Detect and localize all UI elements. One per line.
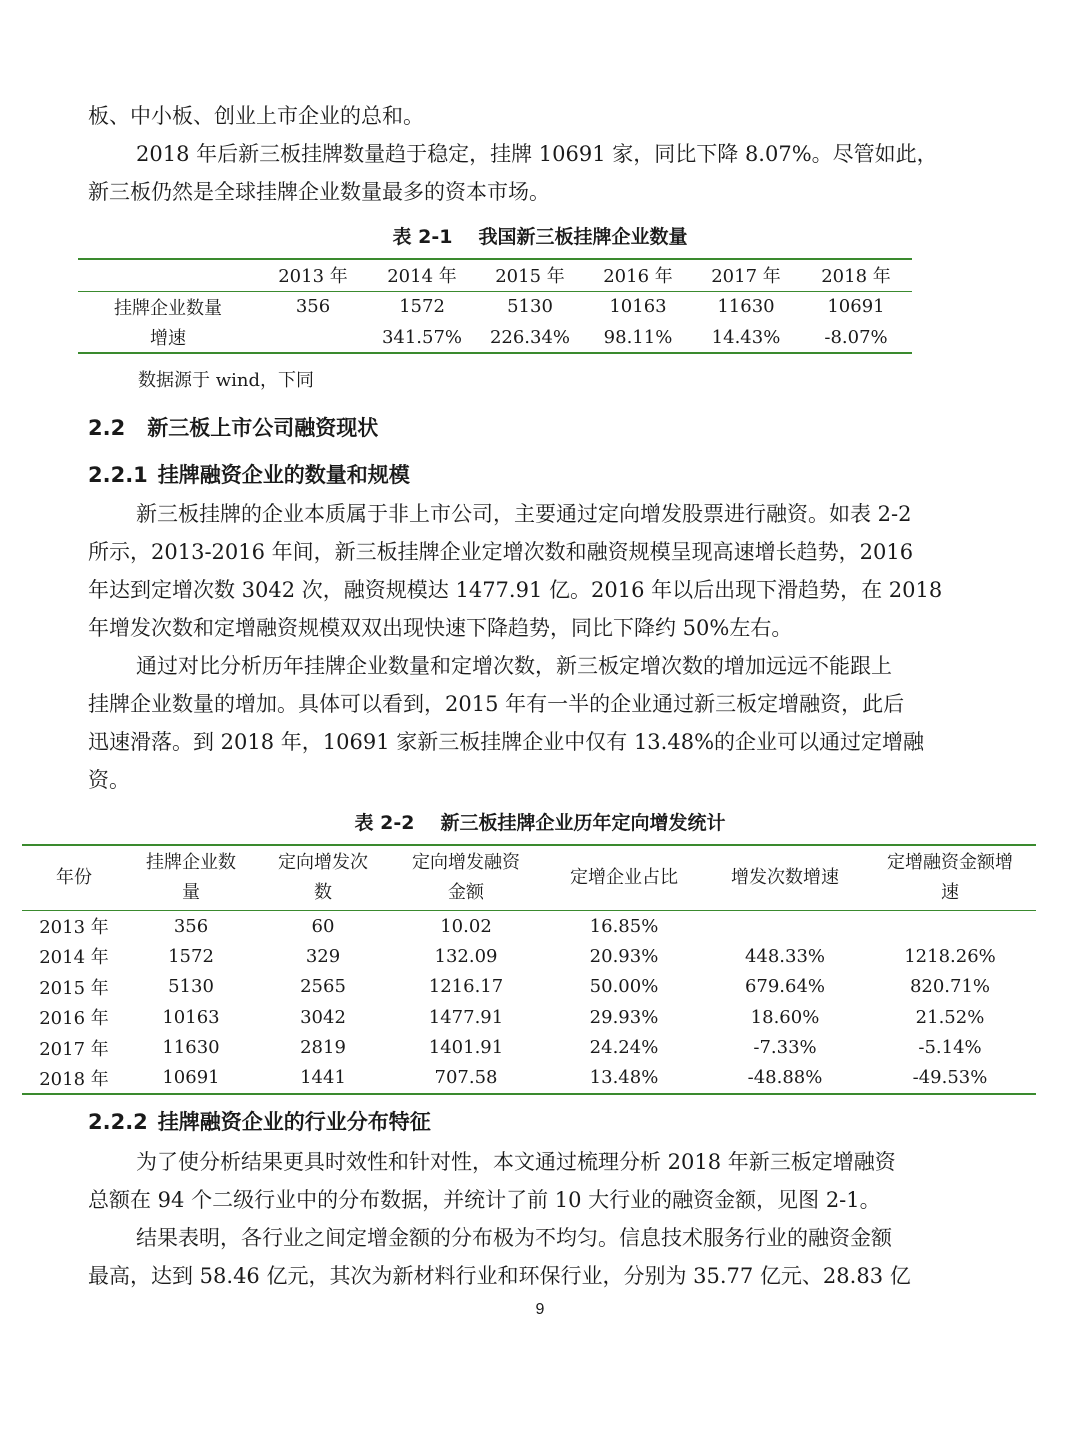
table-cell: 10163 [609,296,667,318]
table1-header-cell: 2014 年 [368,259,476,291]
header-text: 定增融资金额增 [887,852,1013,873]
table1-caption-number: 表 2-1 [392,226,453,248]
table-row [22,911,1036,942]
table2-header-row [22,845,1036,911]
table-cell: 448.33% [744,945,826,967]
table-cell: 2565 [300,976,346,998]
table-cell: 增速 [150,328,186,349]
text-line: 年达到定增次数 3042 次，融资规模达 1477.91 亿。2016 年以后出现下滑趋势，在 2018 [88,578,943,602]
text-line: 通过对比分析历年挂牌企业数量和定增次数，新三板定增次数的增加远远不能跟上 [136,654,892,678]
header-text: 定向增发次 [278,852,368,873]
table2-header-cell [126,845,256,911]
table-cell: 2013 年 [39,917,109,938]
paragraph-industry-intro [88,1143,983,1219]
text-line: 挂牌企业数量的增加。具体可以看到，2015 年有一半的企业通过新三板定增融资，此后 [88,692,905,716]
table-cell: 11630 [162,1037,220,1059]
table1-header-row [78,259,912,291]
paragraph-industry-results [88,1219,983,1295]
text-line: 年增发次数和定增融资规模双双出现快速下降趋势，同比下降约 50%左右。 [88,616,793,640]
table-cell: 1441 [300,1067,346,1089]
table1-header-cell [78,259,258,291]
table-cell: -8.07% [824,326,888,348]
table-row [78,291,912,322]
section-heading-2-2 [88,412,378,442]
table2-header-cell [542,845,706,911]
section-number: 2.2 [88,416,126,440]
text-line: 结果表明，各行业之间定增金额的分布极为不均匀。信息技术服务行业的融资金额 [136,1226,892,1250]
table1-source-note: 数据源于 wind，下同 [138,370,315,391]
table1-header-cell: 2018 年 [800,259,912,291]
table-cell: 2819 [300,1037,346,1059]
paragraph-financing-scale [88,495,983,647]
table-cell: 11630 [717,296,775,318]
text-line: 2018 年后新三板挂牌数量趋于稳定，挂牌 10691 家，同比下降 8.07%。尽管如此， [136,142,938,166]
table-cell: 2015 年 [39,977,109,999]
table-cell: 20.93% [589,945,659,967]
table-cell: 679.64% [744,976,826,998]
table2-header-cell [864,845,1036,911]
table-cell [864,911,1036,942]
table2-caption [0,808,1080,835]
section-number: 2.2.2 [88,1110,148,1134]
table-cell: 18.60% [750,1006,820,1028]
paragraph-comparison [88,647,983,799]
header-text: 定向增发融资 [412,852,520,873]
table-cell [706,911,864,942]
header-text: 挂牌企业数 [146,852,236,873]
table-row [22,1033,1036,1064]
table-row [22,941,1036,972]
table1-header-cell: 2016 年 [584,259,692,291]
header-text: 年份 [56,867,92,888]
table-cell: 1216.17 [428,976,504,998]
section-heading-2-2-1 [88,459,410,489]
table-cell: 98.11% [603,326,673,348]
section-number: 2.2.1 [88,463,148,487]
table-cell: -49.53% [912,1067,988,1089]
table-cell: 2017 年 [39,1038,109,1060]
table-row [22,972,1036,1003]
table2-header-cell [256,845,390,911]
table-cell: 2018 年 [39,1068,109,1090]
table-cell: 14.43% [711,326,781,348]
table1-header-cell: 2013 年 [258,259,368,291]
table-cell: 356 [173,915,209,937]
table-cell: 2014 年 [39,947,109,969]
table1-caption-title: 我国新三板挂牌企业数量 [478,226,688,248]
section-title: 挂牌融资企业的数量和规模 [157,463,410,487]
table-cell: 1401.91 [428,1037,504,1059]
table2-body [22,911,1036,1094]
text-line: 总额在 94 个二级行业中的分布数据，并统计了前 10 大行业的融资金额，见图 2-1。 [88,1188,881,1212]
header-text: 金额 [448,882,484,903]
text-line: 新三板仍然是全球挂牌企业数量最多的资本市场。 [88,180,550,204]
table-row [22,1002,1036,1033]
table-cell: 10.02 [440,915,492,937]
table-cell: 1572 [399,296,445,318]
table-cell: 16.85% [589,915,659,937]
text-line: 新三板挂牌的企业本质属于非上市公司，主要通过定向增发股票进行融资。如表 2-2 [136,502,912,526]
table-row [78,322,912,353]
table1 [78,258,912,354]
table2-header-cell [390,845,542,911]
table-cell: -7.33% [753,1037,817,1059]
table-cell: 3042 [300,1006,346,1028]
table-cell: 707.58 [434,1067,498,1089]
table-cell: 21.52% [915,1006,985,1028]
text-line: 为了使分析结果更具时效性和针对性，本文通过梳理分析 2018 年新三板定增融资 [136,1150,896,1174]
table-cell: 29.93% [589,1006,659,1028]
table-cell: 50.00% [589,976,659,998]
intro-paragraph [88,97,983,211]
table-cell: 挂牌企业数量 [114,297,222,319]
table-cell: 5130 [168,976,214,998]
table2-header-cell [706,845,864,911]
table-cell: 10691 [827,296,885,318]
table-cell: 24.24% [589,1037,659,1059]
table1-caption [0,222,1080,249]
table-cell: 1477.91 [428,1006,504,1028]
table-cell: 10163 [162,1006,220,1028]
header-text: 数 [314,882,332,903]
table-cell: 341.57% [381,326,463,348]
table-cell: 13.48% [589,1067,659,1089]
table2 [22,844,1036,1095]
section-title: 新三板上市公司融资现状 [147,416,379,440]
section-heading-2-2-2 [88,1106,431,1136]
page-number: 9 [535,1301,545,1318]
table2-caption-title: 新三板挂牌企业历年定向增发统计 [440,812,726,834]
text-line: 板、中小板、创业上市企业的总和。 [88,104,424,128]
table-cell: 60 [311,915,335,937]
text-line: 资。 [88,768,130,792]
header-text: 速 [941,882,959,903]
section-title: 挂牌融资企业的行业分布特征 [157,1110,431,1134]
text-line: 所示，2013-2016 年间，新三板挂牌企业定增次数和融资规模呈现高速增长趋势，2016 [88,540,914,564]
table-cell: 10691 [162,1067,220,1089]
header-text: 量 [182,882,200,903]
table-cell: 5130 [507,296,553,318]
table-cell: 226.34% [489,326,571,348]
table-cell: 2016 年 [39,1008,109,1030]
table-cell: 356 [295,296,331,318]
table-row [22,1063,1036,1094]
table-cell: -48.88% [747,1067,823,1089]
table-cell: 329 [305,945,341,967]
text-line: 最高，达到 58.46 亿元，其次为新材料行业和环保行业，分别为 35.77 亿元、28.83 亿 [88,1264,911,1288]
table1-header-cell: 2015 年 [476,259,584,291]
table-cell [258,322,368,353]
table-cell: 132.09 [434,945,498,967]
text-line: 迅速滑落。到 2018 年，10691 家新三板挂牌企业中仅有 13.48%的企业可以通过定增融 [88,730,925,754]
table-cell: -5.14% [918,1037,982,1059]
header-text: 增发次数增速 [731,867,839,888]
header-text: 定增企业占比 [570,867,678,888]
table-cell: 1572 [168,945,214,967]
table2-header-cell [22,845,126,911]
table2-caption-number: 表 2-2 [354,812,415,834]
table-cell: 1218.26% [904,945,996,967]
table1-header-cell: 2017 年 [692,259,800,291]
table-cell: 820.71% [909,976,991,998]
